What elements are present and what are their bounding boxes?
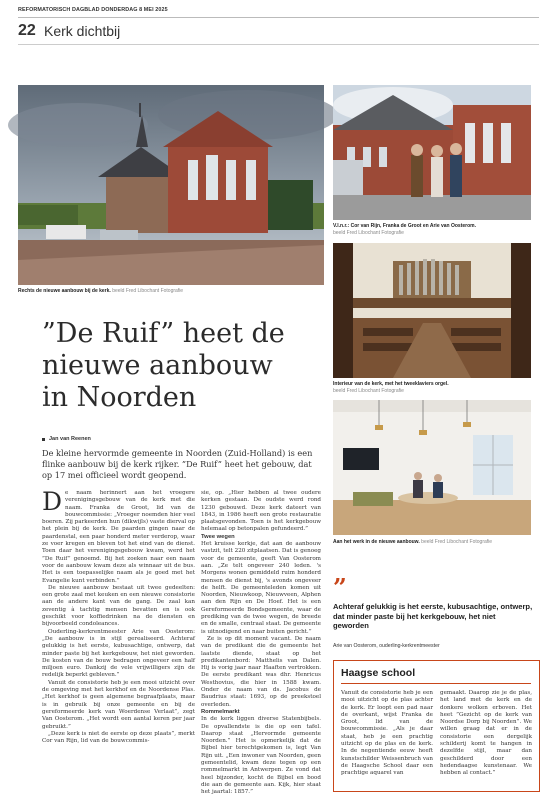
interior-credit: beeld Fred Libochant Fotografie (333, 388, 404, 394)
dropcap: D (42, 487, 63, 516)
people-illustration (333, 85, 531, 220)
subhead-rommelmarkt: Rommelmarkt (201, 708, 240, 715)
annex-caption: Aan het werk in de nieuwe aanbouw. beeld Fred Libochant Fotografie (333, 539, 493, 545)
body-column-1 (42, 487, 195, 790)
quote-mark: ” (333, 573, 347, 602)
body-paragraph: Ze is op dit moment vacant. De naam van de predikant die de gemeente het laatste diende, staat op het predikantenbord: Matthelis van Dalen. Hij is vorig jaar naar Haaften vertrokken. De eerste predikant was dhr. Henricus Westhovius, die hier in 1588 kwam. Onder de naam van ds. Jacobus de Baudrius staat: 1693, op de preekstoel overleden. (201, 635, 321, 708)
section-title: Kerk dichtbij (44, 23, 121, 39)
body-paragraph: „Deze kerk is niet de eerste op deze plaats”, merkt Cor van Rijn, lid van de bouwcommis- (42, 730, 195, 745)
subhead-twee-wegen: Twee wegen (201, 533, 235, 540)
people-credit: beeld Fred Libochant Fotografie (333, 230, 404, 236)
sidebar-column-2: gemaakt. Daarop zie je de plas, het land met de kerk en de donkere wolken erboven. Het heet ”Gezicht op de kerk van Noordse Dorp bij Noorden”. We willen graag dat er in de consistorie een dergelijk schilderij komt te hangen in dezelfde stijl, maar dan geschilderd door een hedendaagse kunstenaar. We hebben al contact.” (440, 690, 532, 777)
pull-quote: Achteraf gelukkig is het eerste, kubusachtige, ontwerp, dat minder paste bij het kerkgebouw, het niet geworden (333, 602, 533, 631)
pull-quote-attribution: Arie van Oosterom, ouderling-kerkrentmeester (333, 643, 440, 649)
lead-paragraph: De kleine hervormde gemeente in Noorden (Zuid-Holland) is een flinke aanbouw bij de kerk rijker. ”De Ruif” heet het gebouw, dat op 17 mei officieel wordt geopend. (42, 448, 313, 480)
sidebar-column-1: Vanuit de consistorie heb je een mooi uitzicht op de plas achter de kerk. Er loopt een pad naar de overkant, wijst Franka de Groot, lid van de bouwcommissie. „Als je daar staat, heb je een prachtig uitzicht op de plas en de kerk. In de negentiende eeuw heeft kunstschilder Weissenbruch van de Haagsche School daar een prachtige aquarel van (341, 690, 433, 777)
annex-photo (333, 400, 531, 535)
church-exterior-caption: Rechts de nieuwe aanbouw bij de kerk. beeld Fred Libochant Fotografie (18, 288, 184, 294)
church-exterior-photo (18, 85, 324, 285)
people-caption: V.l.n.r.: Cor van Rijn, Franka de Groot en Arie van Oosterom. (333, 223, 476, 229)
sidebar-title-rule (341, 683, 531, 684)
headline: ”De Ruif” heet de nieuwe aanbouw in Noorden (42, 318, 285, 413)
body-paragraph: Vanuit de consistorie heb je een mooi uitzicht over de omgeving met het kerkhof en de Noordense Plas. „Het kerkhof is geen algemene begraafplaats, maar is in gebruik bij onze gemeente en bij de gereformeerde kerk van Woerdense Verlaat”, zegt Van Oosterom. „Het wordt een aantal keren per jaar gebruikt.” (42, 679, 195, 730)
body-paragraph: Ouderling-kerkrentmeester Arie van Oosterom: „De aanbouw is in stijl gerealiseerd. Achteraf gelukkig is het eerste, kubusachtige, ontwerp, dat minder paste bij het kerkgebouw, het niet geworden. De kosten van de bouw bedragen ongeveer een half miljoen euro. Dankzij de vele vrijwilligers zijn de redelijk beperkt gebleven.” (42, 628, 195, 679)
body-paragraph: In de kerk liggen diverse Statenbijbels. De opvallendste is die op een tafel. Daarop staat „Hervormde gemeente Noorden.” Het is opmerkelijk dat de Bijbel hier terechtgekomen is, legt Van Rijn uit. „Een inwoner van Noorden, geen gemeentelid, kwam deze tegen op een rommelmarkt in Antwerpen. Ze vond dat heel bijzonder, kocht de Bijbel en bood die aan de gemeente aan. Kijk, hier staat het jaartal: 1857.” (201, 716, 321, 796)
author-bullet (42, 438, 45, 441)
body-paragraph: e naam herinnert aan het vroegere verenigingsgebouw van de kerk met die naam. Franka de Groot, lid van de bouwcommissie: „Vroeger noemden hier veel boeren. Zij parkeerden hun (dikwijls) vaste dierval op het plein bij de kerk. De paarden gingen naar de paardenstal, een paar honderd meter verderop, waar ze voer kregen en bleven tot het eind van de dienst. Toen daar het verenigingsgebouw kwam, werd het ”De Ruif” genoemd. Bij het zoeken naar een naam voor de aanbouw kwam deze als winnaar uit de bus. Het is een toepasselijke naam als je goed met het Evangelie kunt verbinden.” (42, 490, 195, 584)
author-byline: Jan van Reenen (49, 436, 91, 442)
section-rule (18, 44, 539, 45)
interior-caption: Interieur van de kerk, met het tweeklaviers orgel. (333, 381, 449, 387)
annex-illustration (333, 400, 531, 535)
body-paragraph: De nieuwe aanbouw bestaat uit twee gedeelten: een grote zaal met keuken en een nieuwe consistorie aan de andere kant van de gang. De zaal kan zeventig à tachtig mensen bevatten en is ook geschikt voor koffiedrinken na de diensten en bijvoorbeeld condoleances. (42, 584, 195, 628)
page-number: 22 (18, 22, 36, 39)
church-exterior-illustration (18, 85, 324, 285)
top-rule (18, 17, 539, 18)
masthead: REFORMATORISCH DAGBLAD DONDERDAG 8 MEI 2025 (18, 7, 168, 13)
interior-illustration (333, 243, 531, 378)
sidebar-title: Haagse school (341, 667, 416, 679)
people-photo (333, 85, 531, 220)
body-column-2 (201, 490, 321, 796)
body-paragraph: sie, op. „Hier hebben al twee oudere kerken gestaan. De oudste werd rond 1230 gebouwd. Deze kerk dateert van 1843, in 1986 heeft een grote restauratie plaatsgevonden. Toen is het kerkgebouw helemaal op betonpalen gefundeerd.” (201, 490, 321, 533)
interior-photo (333, 243, 531, 378)
body-paragraph: Het kruisse kerkje, dat aan de aanbouw vastzit, telt 220 zitplaatsen. Dat is genoeg voor de gemeente, geeft Van Oosterom aan. „Ze telt ongeveer 240 leden. 's Morgens wonen gemiddeld ruim honderd mensen de dienst bij, 's avonds ongeveer de helft. De gemeenteleden komen uit Noorden, Nieuwkoop, Nieuwveen, Alphen aan den Rijn en De Hoef. Het is een Gereformeerde Bondsgemeente, waar de prediking van de twee wegen, de breede en de smalle, centraal staat. De gemeente is uitnodigend en naar buiten gericht.” (201, 541, 321, 635)
